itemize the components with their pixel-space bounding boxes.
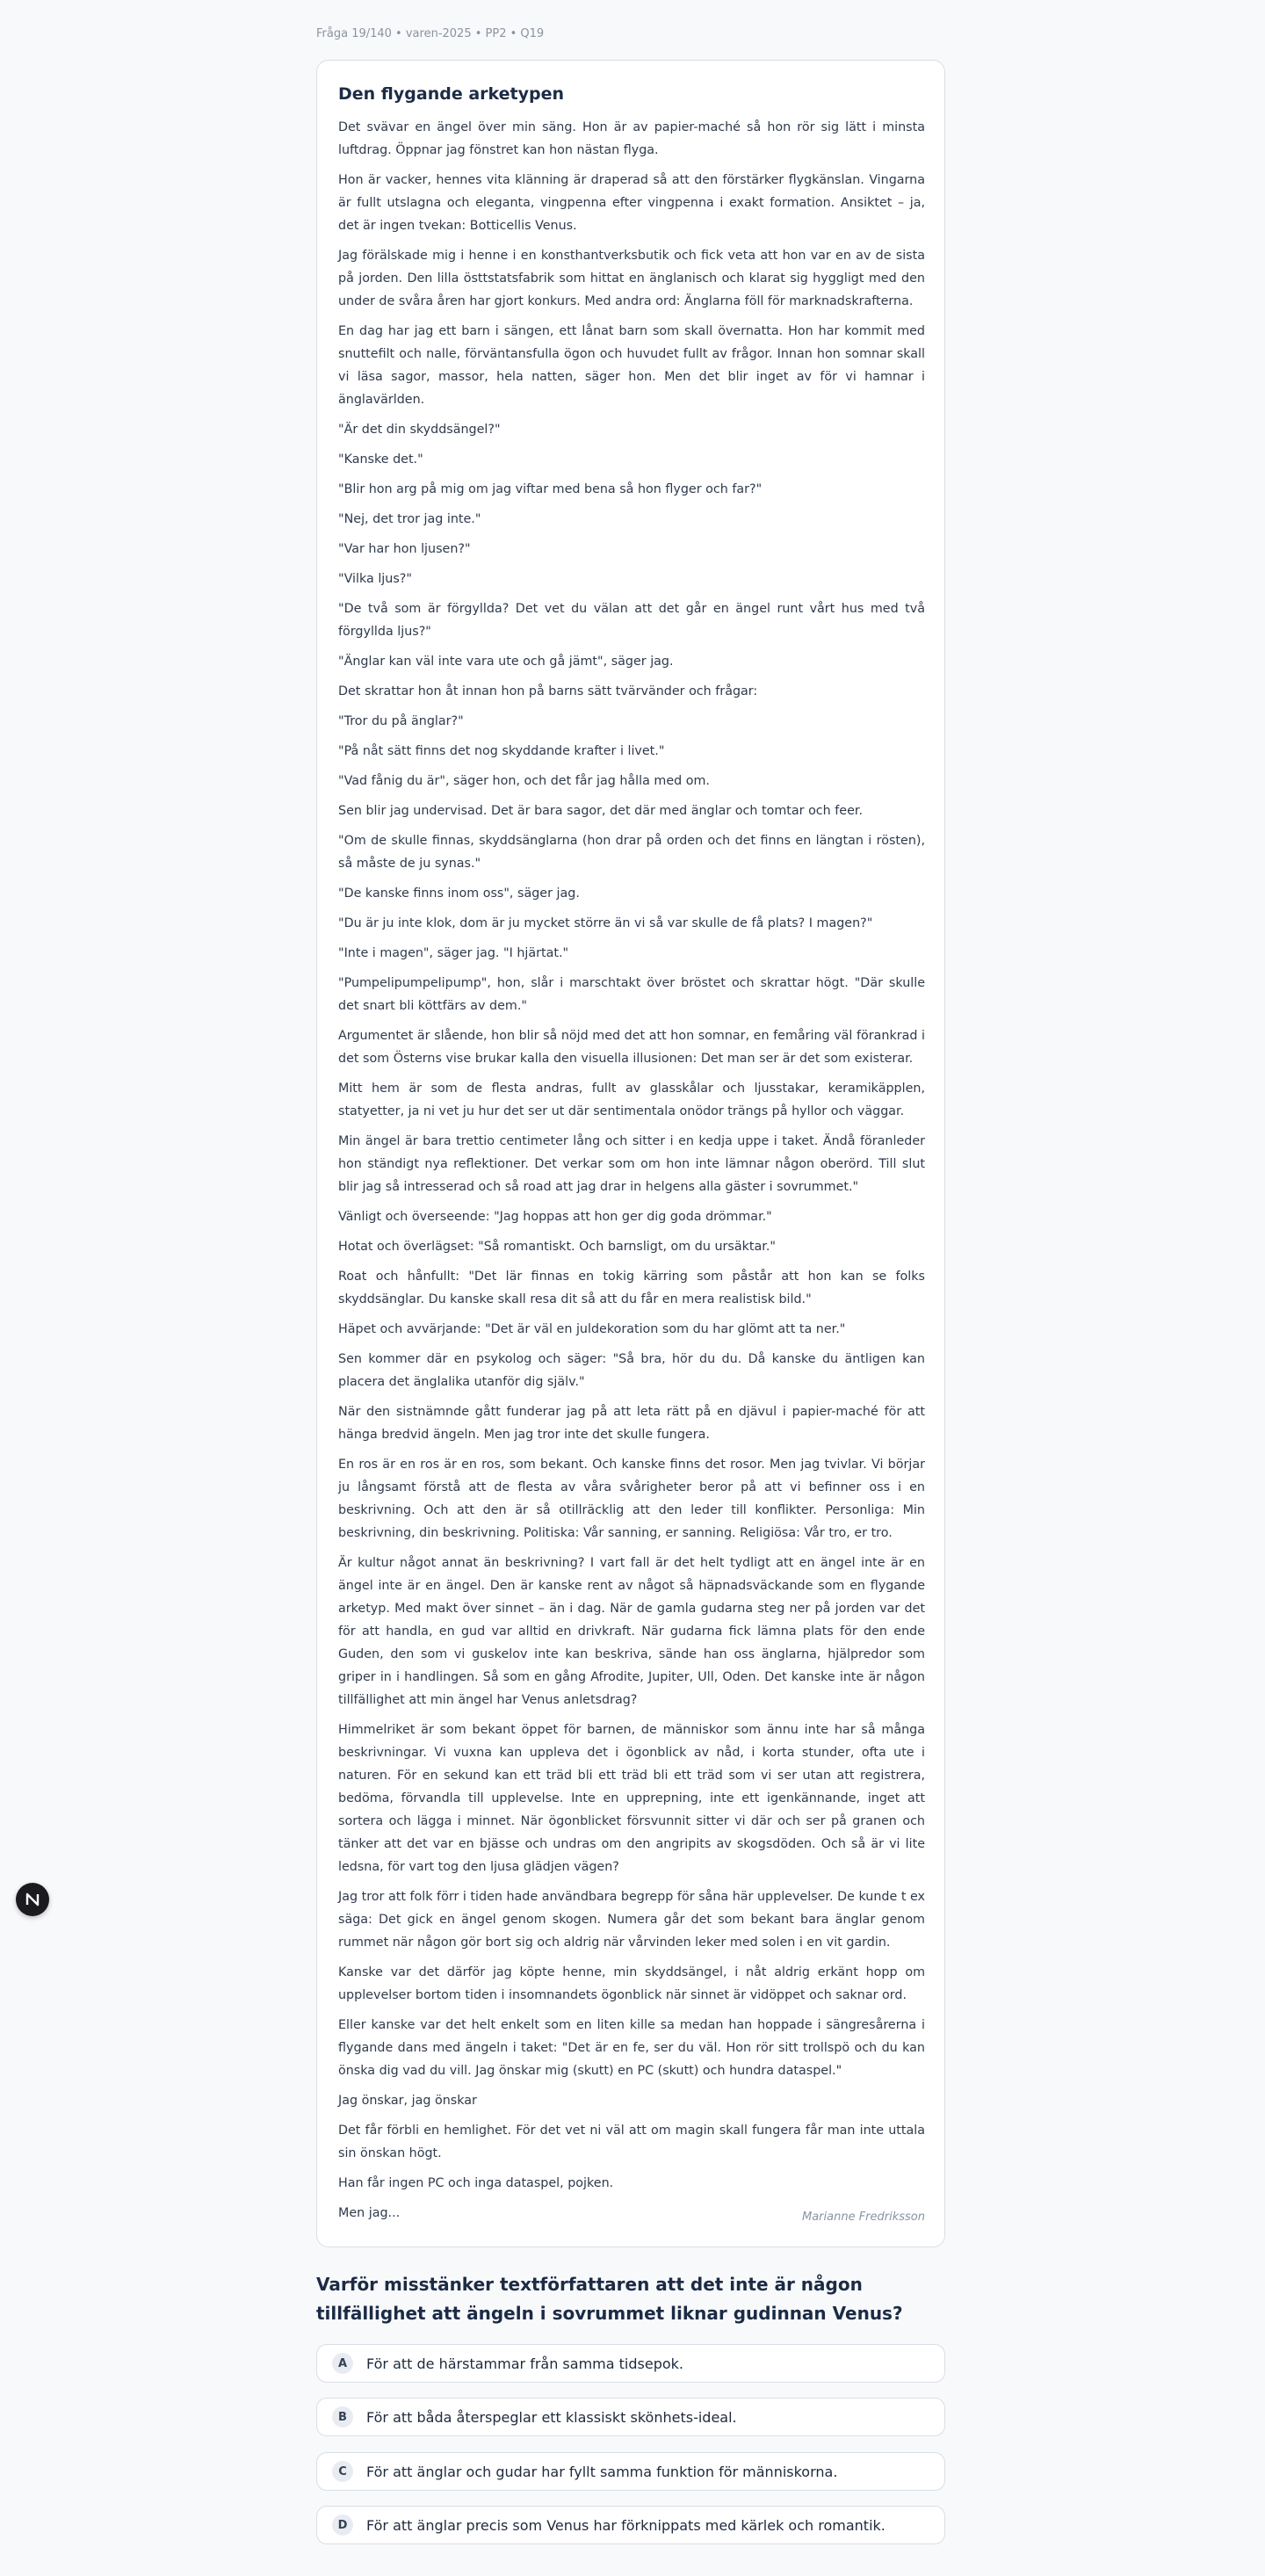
passage-paragraph: Jag förälskade mig i henne i en konsthantverksbutik och fick veta att hon var en av de sista på jorden. Den lilla östtstatsfabrik som hittat en änglanisch och klarat sig hyggligt med den under de svåra åren har gjort konkurs. Med andra ord: Änglarna föll för marknadskrafterna.	[338, 249, 925, 308]
passage-paragraph: Hon är vacker, hennes vita klänning är draperad så att den förstärker flygkänslan. Vingarna är fullt utslagna och eleganta, vingpenna efter vingpenna i exakt formation. Ansiktet – ja, det är ingen tvekan: Botticellis Venus.	[338, 173, 925, 233]
option-letter: B	[332, 2406, 353, 2428]
passage-paragraph: "På nåt sätt finns det nog skyddande krafter i livet."	[338, 744, 665, 758]
question-text: Varför misstänker textförfattaren att det inte är någon tillfällighet att ängeln i sovrummet liknar gudinnan Venus?	[316, 2274, 903, 2324]
option-text: För att änglar och gudar har fyllt samma funktion för människorna.	[366, 2463, 838, 2480]
passage-paragraph: Jag önskar, jag önskar	[338, 2094, 477, 2108]
passage-paragraph: Jag tror att folk förr i tiden hade användbara begrepp för såna här upplevelser. De kunde t ex säga: Det gick en ängel genom skogen. Numera går det som bekant bara änglar genom rummet när någon gör bort sig och aldrig när vårvinden leker med solen i en vit gardin.	[338, 1890, 925, 1950]
passage-paragraph: "Du är ju inte klok, dom är ju mycket större än vi så var skulle de få plats? I magen?"	[338, 916, 873, 930]
passage-paragraph: Roat och hånfullt: "Det lär finnas en tokig kärring som påstår att hon kan se folks skyddsänglar. Du kanske skall resa dit så att du får en mera realistisk bild."	[338, 1270, 925, 1306]
passage-paragraph: Men jag...	[338, 2206, 401, 2220]
passage-paragraph: Det får förbli en hemlighet. För det vet ni väl att om magin skall fungera får man inte uttala sin önskan högt.	[338, 2124, 925, 2160]
passage-paragraph: "Kanske det."	[338, 452, 423, 467]
passage-paragraph: "Nej, det tror jag inte."	[338, 512, 481, 526]
answer-option-b[interactable]	[316, 2398, 945, 2436]
answer-option-c[interactable]	[316, 2452, 945, 2491]
passage-paragraph: "Om de skulle finnas, skyddsänglarna (hon drar på orden och det finns en längtan i rösten), så måste de ju synas."	[338, 834, 925, 871]
passage-title: Den flygande arketypen	[338, 84, 565, 104]
option-text: För att de härstammar från samma tidsepok.	[366, 2355, 683, 2372]
passage-paragraph: "Blir hon arg på mig om jag viftar med bena så hon flyger och far?"	[338, 482, 763, 496]
passage-paragraph: Häpet och avvärjande: "Det är väl en juldekoration som du har glömt att ta ner."	[338, 1322, 846, 1336]
answer-option-a[interactable]	[316, 2344, 945, 2383]
passage-paragraph: Sen blir jag undervisad. Det är bara sagor, det där med änglar och tomtar och feer.	[338, 804, 864, 818]
floating-n-button[interactable]	[16, 1883, 49, 1916]
passage-paragraph: En dag har jag ett barn i sängen, ett lånat barn som skall övernatta. Hon har kommit med snuttefilt och nalle, förväntansfulla ögon och huvudet fullt av frågor. Innan hon somnar skall vi läsa sagor, massor, hela natten, säger hon. Men det blir inget av för vi hamnar i änglavärlden.	[338, 324, 925, 407]
passage-paragraph: "Vad fånig du är", säger hon, och det får jag hålla med om.	[338, 774, 710, 788]
passage-paragraph: Han får ingen PC och inga dataspel, pojken.	[338, 2176, 614, 2190]
passage-paragraph: Mitt hem är som de flesta andras, fullt av glasskålar och ljusstakar, keramikäpplen, statyetter, ja ni vet ju hur det ser ut där sentimentala onödor trängs på hyllor och väggar.	[338, 1082, 925, 1118]
passage-paragraph: Det skrattar hon åt innan hon på barns sätt tvärvänder och frågar:	[338, 684, 758, 698]
passage-paragraph: En ros är en ros är en ros, som bekant. Och kanske finns det rosor. Men jag tvivlar. Vi börjar ju långsamt förstå att de flesta av våra svårigheter beror på att vi befinner oss i en beskrivning. Och att den är så otillräcklig att den leder till konflikter. Personliga: Min beskrivning, din beskrivning. Politiska: Vår sanning, er sanning. Religiösa: Vår tro, er tro.	[338, 1458, 925, 1540]
passage-body	[338, 116, 925, 2232]
passage-paragraph: "Pumpelipumpelipump", hon, slår i marschtakt över bröstet och skrattar högt. "Där skulle det snart bli köttfärs av dem."	[338, 976, 925, 1013]
passage-paragraph: Eller kanske var det helt enkelt som en liten kille sa medan han hoppade i sängresårerna i flygande dans med ängeln i taket: "Det är en fe, ser du väl. Hon rör sitt trollspö och du kan önska dig vad du vill. Jag önskar mig (skutt) en PC (skutt) och hundra dataspel."	[338, 2018, 925, 2078]
passage-paragraph: "Är det din skyddsängel?"	[338, 423, 501, 437]
passage-paragraph: Himmelriket är som bekant öppet för barnen, de människor som ännu inte har så många beskrivningar. Vi vuxna kan uppleva det i ögonblick av nåd, i korta stunder, ofta ute i naturen. För en sekund kan ett träd bli ett träd bli ett träd som vi ser utan att registrera, bedöma, förvandla till upplevelse. Inte en upprepning, inte ett igenkännande, inget att sortera och lägga i minnet. När ögonblicket försvunnit sitter vi där och ser på granen och tänker att det var en bjässe och undras om den angripits av skogsdöden. Och så är vi lite ledsna, för vart tog den ljusa glädjen vägen?	[338, 1723, 925, 1874]
option-letter: D	[332, 2514, 353, 2536]
passage-paragraph: Vänligt och överseende: "Jag hoppas att hon ger dig goda drömmar."	[338, 1210, 772, 1224]
passage-paragraph: "Inte i magen", säger jag. "I hjärtat."	[338, 946, 569, 960]
question-meta: Fråga 19/140 • varen-2025 • PP2 • Q19	[316, 27, 545, 40]
passage-paragraph: "De två som är förgyllda? Det vet du välan att det går en ängel runt vårt hus med två förgyllda ljus?"	[338, 602, 925, 639]
passage-paragraph: Är kultur något annat än beskrivning? I vart fall är det helt tydligt att en ängel inte är en ängel inte är en ängel. Den är kanske rent av något så häpnadsväckande som en flygande arketyp. Med makt över sinnet – än i dag. När de gamla gudarna steg ner på jorden var det för att handla, en gud var alltid en drivkraft. När gudarna fick lämna plats för den ende Guden, den som vi guskelov inte kan beskriva, sände han oss änglarna, hjälpredor som griper in i handlingen. Så som en gång Afrodite, Jupiter, Ull, Oden. Det kanske inte är någon tillfällighet att min ängel har Venus anletsdrag?	[338, 1556, 925, 1707]
passage-paragraph: När den sistnämnde gått funderar jag på att leta rätt på en djävul i papier-maché för att hänga bredvid ängeln. Men jag tror inte det skulle fungera.	[338, 1405, 925, 1442]
passage-paragraph: Argumentet är slående, hon blir så nöjd med det att hon somnar, en femåring väl förankrad i det som Österns vise brukar kalla den visuella illusionen: Det man ser är det som existerar.	[338, 1029, 925, 1066]
passage-author: Marianne Fredriksson	[801, 2211, 925, 2224]
answer-option-d[interactable]	[316, 2506, 945, 2544]
passage-paragraph: "Tror du på änglar?"	[338, 714, 464, 728]
option-letter: A	[332, 2353, 353, 2374]
passage-paragraph: Det svävar en ängel över min säng. Hon är av papier-maché så hon rör sig lätt i minsta luftdrag. Öppnar jag fönstret kan hon nästan flyga.	[338, 120, 925, 157]
option-text: För att änglar precis som Venus har förknippats med kärlek och romantik.	[366, 2516, 886, 2534]
passage-paragraph: "Änglar kan väl inte vara ute och gå jämt", säger jag.	[338, 655, 674, 669]
option-letter: C	[332, 2461, 353, 2482]
n-logo-icon	[23, 1890, 42, 1909]
option-text: För att båda återspeglar ett klassiskt skönhets-ideal.	[366, 2408, 737, 2426]
passage-paragraph: "De kanske finns inom oss", säger jag.	[338, 886, 580, 901]
passage-paragraph: "Vilka ljus?"	[338, 572, 412, 586]
passage-paragraph: Kanske var det därför jag köpte henne, min skyddsängel, i nåt aldrig erkänt hopp om upplevelser bortom tiden i insomnandets ögonblick när sinnet är vidöppet och saknar ord.	[338, 1965, 925, 2002]
passage-paragraph: Min ängel är bara trettio centimeter lång och sitter i en kedja uppe i taket. Ändå föranleder hon ständigt nya reflektioner. Det verkar som om hon inte lämnar någon oberörd. Till slut blir jag så intresserad och så road att jag drar in helgens alla gäster i sovrummet."	[338, 1134, 925, 1194]
passage-paragraph: "Var har hon ljusen?"	[338, 542, 471, 556]
passage-paragraph: Hotat och överlägset: "Så romantiskt. Och barnsligt, om du ursäktar."	[338, 1240, 776, 1254]
passage-paragraph: Sen kommer där en psykolog och säger: "Så bra, hör du du. Då kanske du äntligen kan placera det änglalika utanför dig själv."	[338, 1352, 925, 1389]
